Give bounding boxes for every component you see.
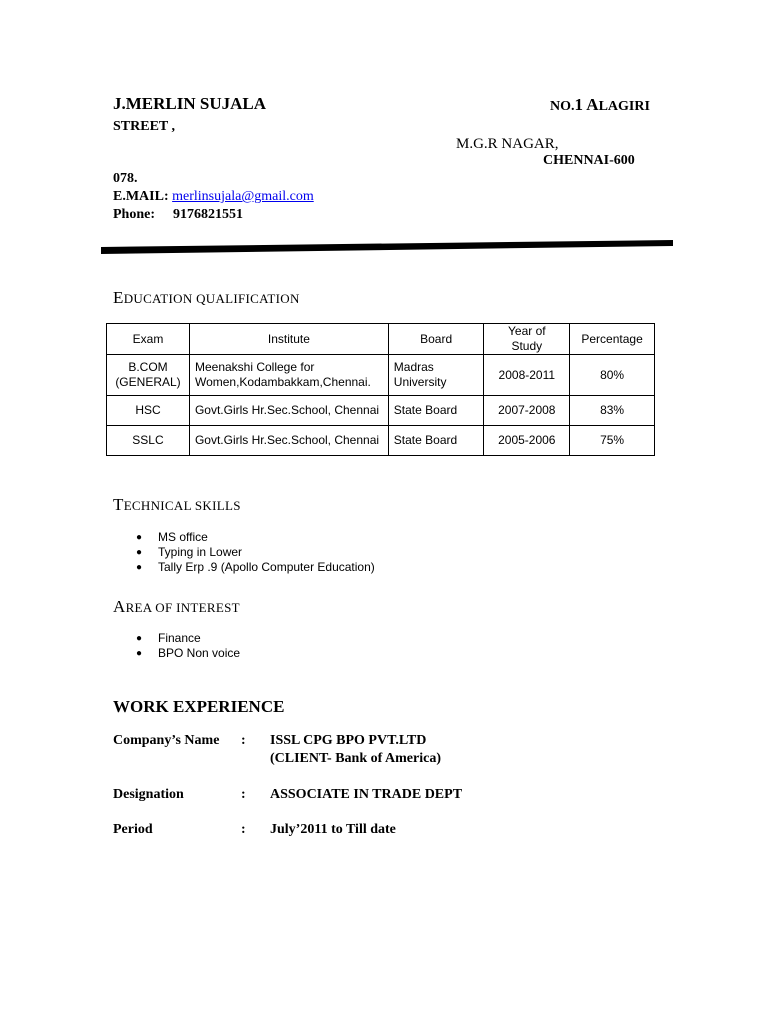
technical-heading-cap: T [113,495,124,514]
table-header-row [107,324,655,355]
cell-year: 2007-2008 [484,396,570,426]
designation-label: Designation [113,787,184,802]
technical-skills-heading [113,495,241,515]
interest-text: Finance [158,631,201,645]
address-city: CHENNAI-600 [543,153,635,168]
period-value: July’2011 to Till date [270,822,396,837]
list-item [136,560,375,575]
bullet-icon: ● [136,547,143,558]
address-area: M.G.R NAGAR, [456,136,559,152]
address-big: 1 A [574,95,599,114]
technical-skills-list [136,530,375,575]
col-percentage: Percentage [570,324,655,355]
education-heading-cap: E [113,288,124,307]
company-name: ISSL CPG BPO PVT.LTD [270,733,427,748]
cell-year: 2008-2011 [484,355,570,396]
list-item [136,545,375,560]
address-no: NO. [550,99,575,114]
exam-text: B.COM (GENERAL) [115,360,181,389]
interest-text: BPO Non voice [158,646,241,660]
cell-board [388,355,484,396]
company-client: (CLIENT- Bank of America) [270,751,441,766]
cell-exam: SSLC [107,426,190,456]
period-label: Period [113,822,153,837]
address-pincode: 078. [113,171,138,186]
address-street: STREET , [113,119,175,134]
area-of-interest-heading [113,597,240,617]
cell-year: 2005-2006 [484,426,570,456]
designation-colon: : [241,787,246,802]
cell-exam [107,355,190,396]
bullet-icon: ● [136,562,143,573]
header-divider [0,0,768,260]
list-item [136,530,375,545]
bullet-icon: ● [136,633,143,644]
bullet-icon: ● [136,532,143,543]
interest-list [136,631,240,661]
period-colon: : [241,822,246,837]
table-row [107,355,655,396]
company-colon: : [241,733,246,748]
table-row [107,426,655,456]
skill-text: MS office [158,530,208,544]
interest-heading-rest: REA OF INTEREST [125,600,240,615]
cell-institute: Meenakshi College for Women,Kodambakkam,Chennai. [189,355,388,396]
cell-exam: HSC [107,396,190,426]
address-rest: LAGIRI [598,99,650,114]
board-text: Madras University [393,360,447,389]
cell-board: State Board [388,426,484,456]
list-item [136,631,240,646]
education-heading-rest: DUCATION QUALIFICATION [123,291,300,306]
skill-text: Typing in Lower [158,545,243,559]
col-year-label: Year of Study [508,324,546,353]
table-row [107,396,655,426]
education-table [106,323,655,456]
cell-percentage: 83% [570,396,655,426]
designation-value: ASSOCIATE IN TRADE DEPT [270,787,463,802]
interest-heading-cap: A [113,597,126,616]
phone-number: 9176821551 [173,207,243,222]
education-heading [113,288,300,308]
work-experience-heading: WORK EXPERIENCE [113,697,285,716]
cell-percentage: 75% [570,426,655,456]
technical-heading-rest: ECHNICAL SKILLS [123,498,241,513]
email-label: E.MAIL: [113,189,169,204]
cell-institute: Govt.Girls Hr.Sec.School, Chennai [189,426,388,456]
company-label: Company’s Name [113,733,220,748]
col-board: Board [388,324,484,355]
list-item [136,646,240,661]
phone-label: Phone: [113,207,155,222]
email-link[interactable]: merlinsujala@gmail.com [172,189,314,204]
col-year [484,324,570,355]
candidate-name: J.MERLIN SUJALA [113,94,267,113]
col-exam: Exam [107,324,190,355]
cell-board: State Board [388,396,484,426]
cell-institute: Govt.Girls Hr.Sec.School, Chennai [189,396,388,426]
skill-text: Tally Erp .9 (Apollo Computer Education) [158,560,375,574]
bullet-icon: ● [136,648,143,659]
cell-percentage: 80% [570,355,655,396]
col-institute: Institute [189,324,388,355]
